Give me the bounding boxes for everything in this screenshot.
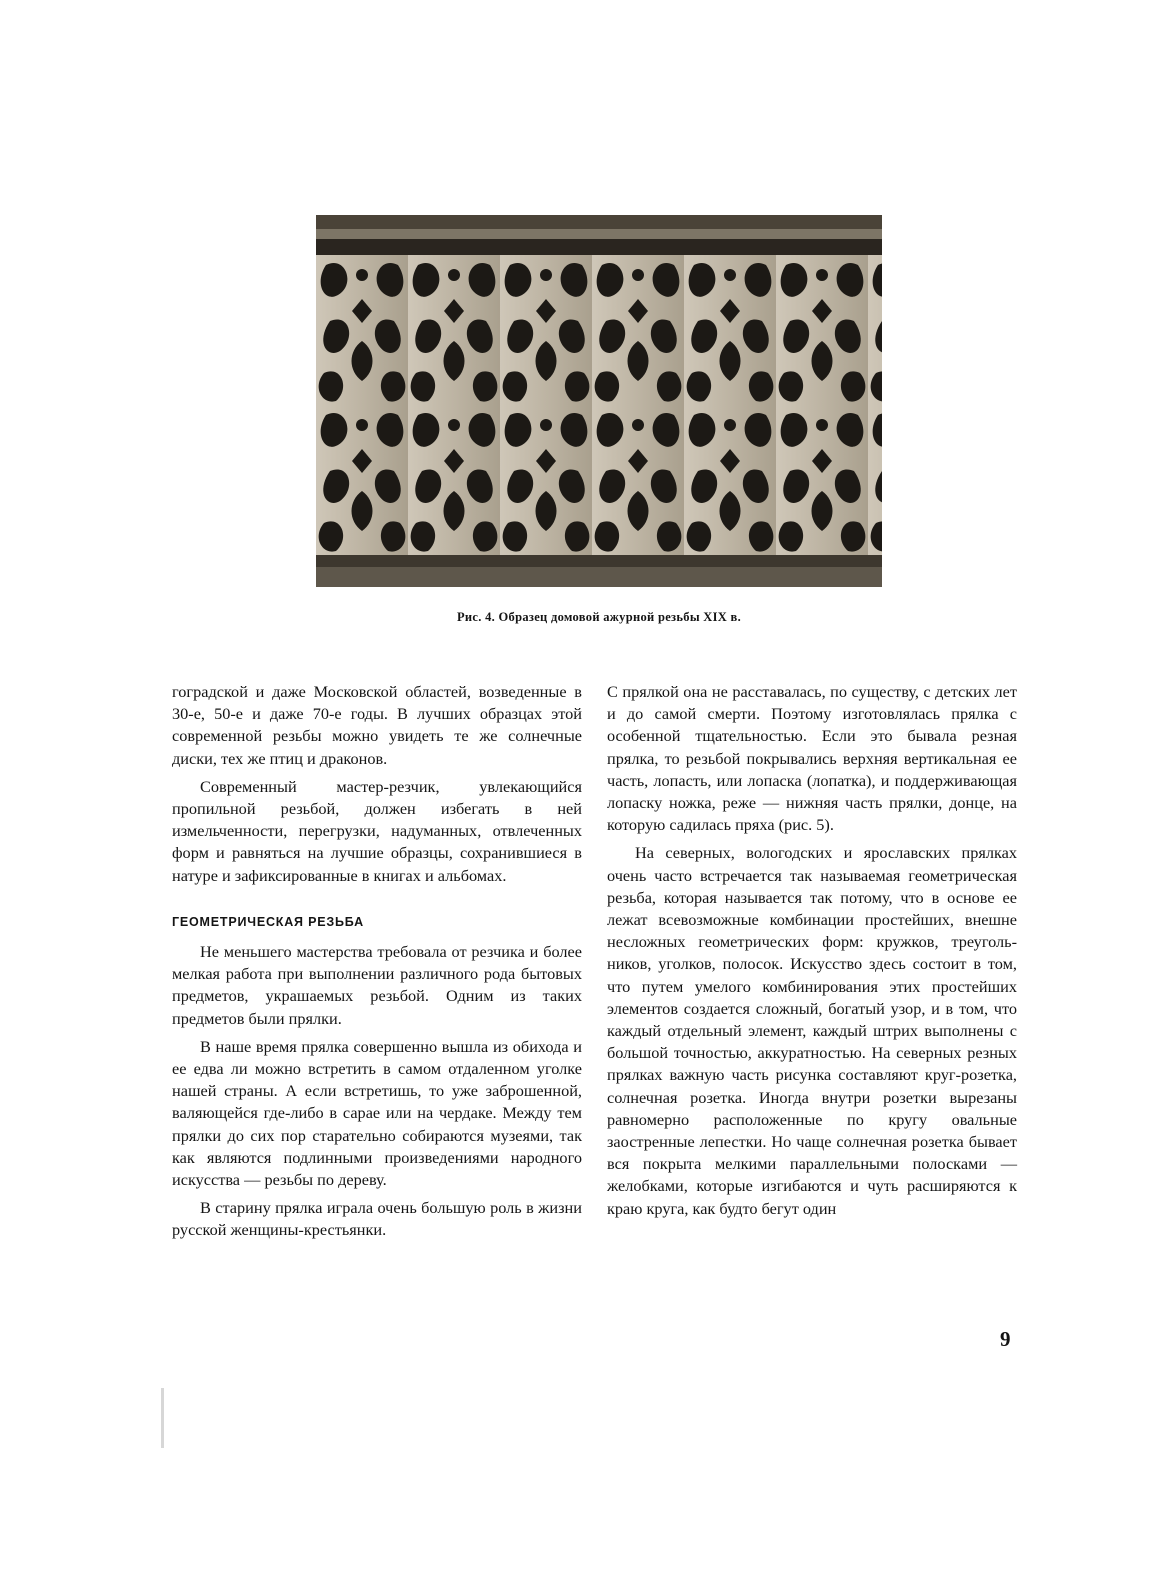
paragraph: С прялкой она не расставалась, по существу, с детских лет и до самой смерти. Поэтому изготовлялась прялка с особенной тщательностью. Если это бывала резная прялка, то резьбой покрывались верхняя вертикальная ее часть, лопасть, или лопаска (лопатка), и поддерживающая лопаску ножка, реже — нижняя часть прялки, донце, на которую садилась пряха (рис. 5). bbox=[607, 682, 1017, 835]
paragraph: Современный мастер-резчик, увлекающийся пропильной резьбой, должен избегать в ней измельченности, перегрузки, надуманных, отвлеченных форм и равняться на лучшие образцы, сохранившиеся в натуре и зафиксированные в книгах и альбомах. bbox=[172, 776, 582, 885]
right-column bbox=[607, 681, 1017, 1226]
figure-caption: Рис. 4. Образец домовой ажурной резьбы XIX в. bbox=[456, 610, 742, 624]
paragraph: На северных, вологодских и ярославских прялках очень часто встречается так называемая геометрическая резьба, которая называется так потому, что в основе ее лежат всевозможные комбинации простейших, внешне несложных геометрических форм: кружков, треугольников, уголков, полосок. Искусство здесь состоит в том, что путем умелого комбинирования этих простейших элементов создается сложный, богатый узор, и в том, что каждый отдельный элемент, каждый штрих выполнены с большой точностью, аккуратностью. На северных резных прялках важную часть рисунка составляют круг-розетка, солнечная розетка. Иногда внутри розетки вырезаны равномерно расположенные по кругу овальные заостренные лепестки. Но чаще солнечная розетка бывает вся покрыта мелкими параллельными полосками — желобками, которые изгибаются и чуть расширяются к краю круга, как будто бегут один bbox=[607, 843, 1017, 1218]
paragraph: гоградской и даже Московской областей, возведенные в 30-е, 50-е и даже 70-е годы. В лучших образцах этой современной резьбы можно увидеть те же солнечные диски, тех же птиц и драконов. bbox=[172, 682, 582, 768]
paragraph: В старину прялка играла очень большую роль в жизни русской женщины-крестьянки. bbox=[172, 1198, 582, 1240]
openwork-carving-photo-icon bbox=[316, 215, 882, 587]
page-number: 9 bbox=[1000, 1327, 1011, 1351]
paragraph: Не меньшего мастерства требовала от резчика и более мелкая работа при выполнении различного рода бытовых предметов, украшаемых резьбой. Одним из таких предметов были прялки. bbox=[172, 942, 582, 1028]
left-column bbox=[172, 681, 582, 1248]
figure-openwork-carving bbox=[316, 215, 882, 587]
section-heading: ГЕОМЕТРИЧЕСКАЯ РЕЗЬБА bbox=[172, 914, 364, 929]
paragraph: В наше время прялка совершенно вышла из обихода и ее едва ли можно встретить в самом отдаленном уголке нашей страны. А если встретишь, то уже заброшенной, валяющейся где-либо в сарае или на чердаке. Между тем прялки до сих пор старательно собираются музеями, так как являются подлинными произведениями народного искусства — резьбы по дереву. bbox=[172, 1036, 582, 1190]
scan-artifact bbox=[161, 1388, 164, 1448]
